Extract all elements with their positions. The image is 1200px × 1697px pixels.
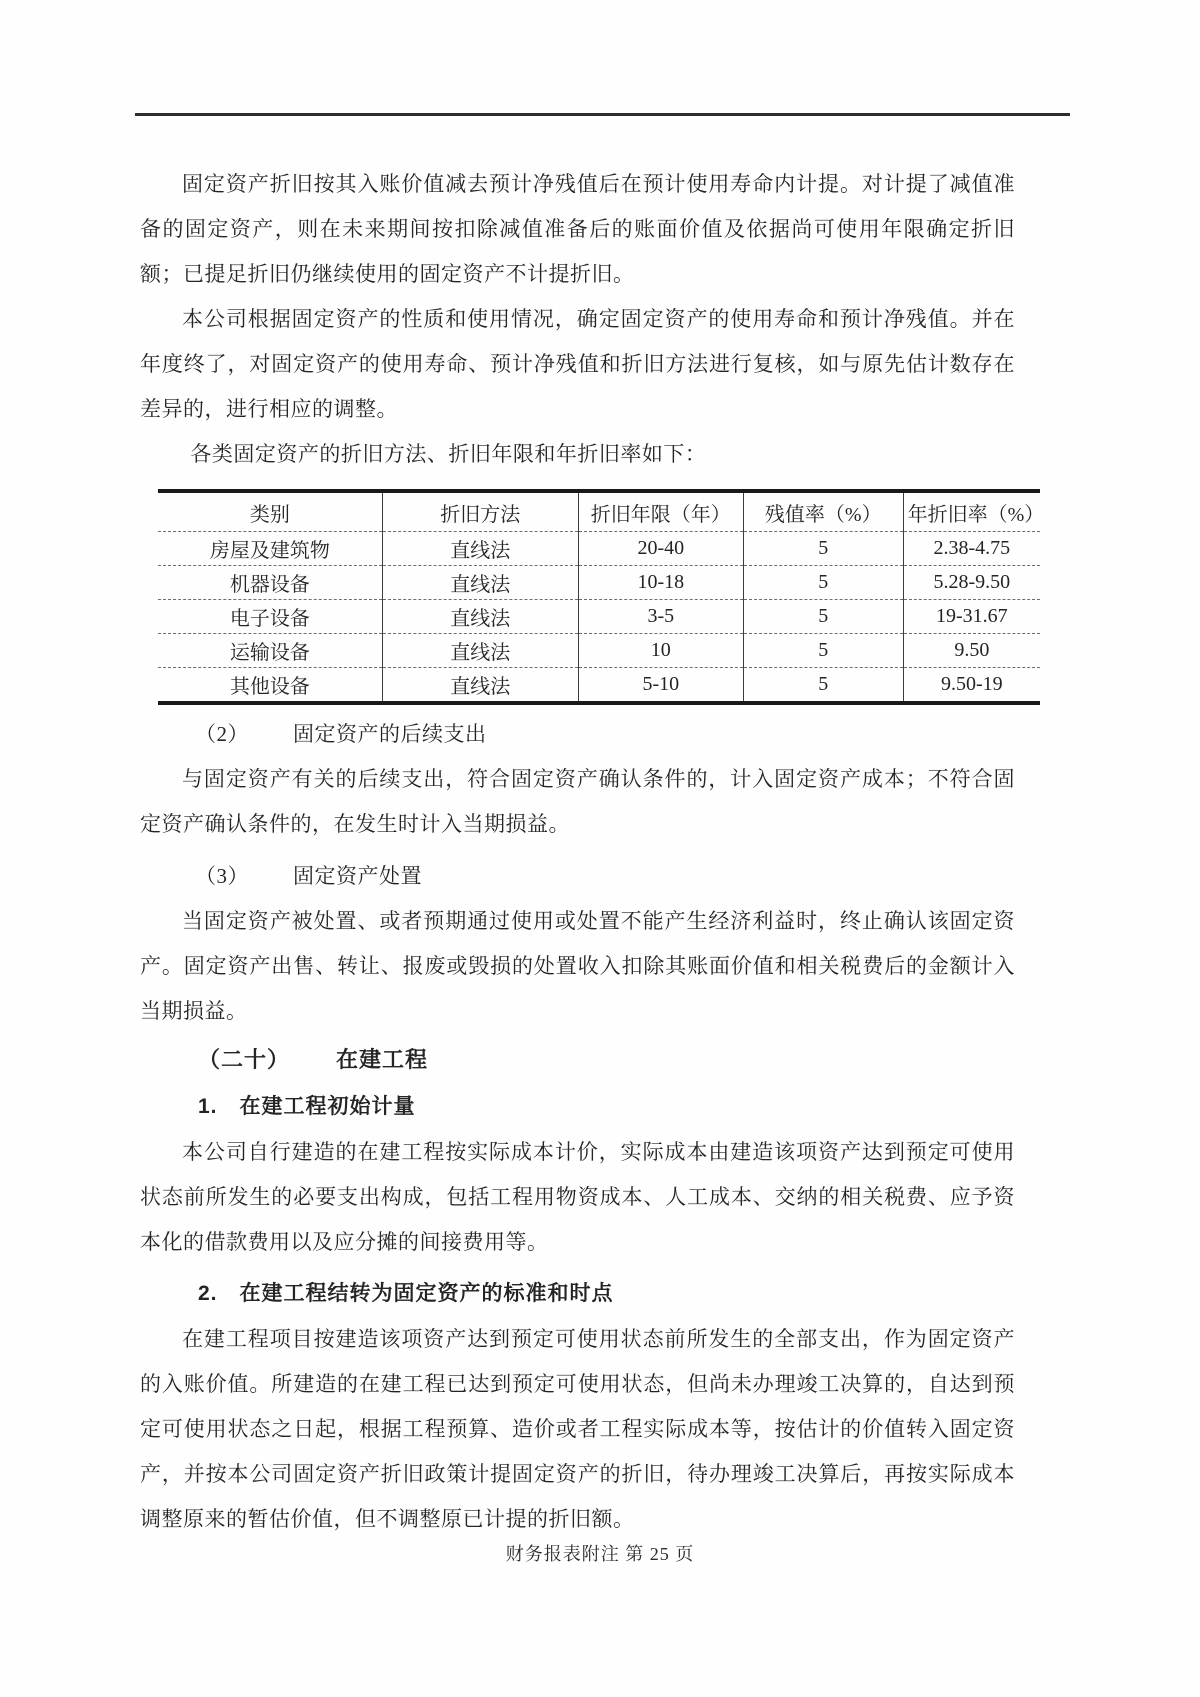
- cell-method: 直线法: [382, 600, 578, 634]
- cell-residual-rate: 5: [743, 634, 903, 668]
- header-rule: [135, 113, 1070, 116]
- table-header-years: 折旧年限（年）: [578, 491, 743, 532]
- table-header-annual-rate: 年折旧率（%）: [903, 491, 1040, 532]
- paragraph-useful-life-review: 本公司根据固定资产的性质和使用情况，确定固定资产的使用寿命和预计净残值。并在年度终了，对固定资产的使用寿命、预计净残值和折旧方法进行复核，如与原先估计数存在差异的，进行相应的调整。: [140, 307, 1015, 421]
- cell-residual-rate: 5: [743, 668, 903, 704]
- document-body: [140, 162, 1045, 1542]
- page-footer: 财务报表附注 第 25 页: [505, 1544, 695, 1564]
- cell-residual-rate: 5: [743, 600, 903, 634]
- cell-residual-rate: 5: [743, 532, 903, 566]
- cell-annual-rate: 9.50-19: [903, 668, 1040, 704]
- depreciation-table: [158, 489, 1045, 705]
- heading-cip-initial-measurement: [140, 1092, 1015, 1122]
- paragraph-depreciation-policy: 固定资产折旧按其入账价值减去预计净残值后在预计使用寿命内计提。对计提了减值准备的固定资产，则在未来期间按扣除减值准备后的账面价值及依据尚可使用年限确定折旧额；已提足折旧仍继续使用的固定资产不计提折旧。: [140, 172, 1015, 286]
- cell-years: 3-5: [578, 600, 743, 634]
- cell-years: 20-40: [578, 532, 743, 566]
- cell-method: 直线法: [382, 668, 578, 704]
- table-row: [158, 634, 1040, 668]
- heading-title: 在建工程结转为固定资产的标准和时点: [239, 1282, 614, 1305]
- heading-subsequent-expenditure: [140, 719, 1015, 749]
- heading-title: 在建工程: [336, 1047, 429, 1072]
- heading-number: 2.: [198, 1282, 218, 1305]
- cell-method: 直线法: [382, 532, 578, 566]
- heading-number: 1.: [198, 1095, 218, 1118]
- table-row: [158, 600, 1040, 634]
- table-header-method: 折旧方法: [382, 491, 578, 532]
- heading-number: （2）: [195, 722, 249, 746]
- cell-category: 机器设备: [158, 566, 382, 600]
- paragraph-disposal: 当固定资产被处置、或者预期通过使用或处置不能产生经济利益时，终止确认该固定资产。固定资产出售、转让、报废或毁损的处置收入扣除其账面价值和相关税费后的金额计入当期损益。: [140, 909, 1015, 1023]
- cell-residual-rate: 5: [743, 566, 903, 600]
- table-header-category: 类别: [158, 491, 382, 532]
- table-row: [158, 566, 1040, 600]
- heading-number: （二十）: [198, 1047, 291, 1072]
- cell-category: 房屋及建筑物: [158, 532, 382, 566]
- cell-method: 直线法: [382, 566, 578, 600]
- cell-years: 10-18: [578, 566, 743, 600]
- heading-section-20-construction-in-progress: [140, 1042, 1015, 1078]
- cell-annual-rate: 5.28-9.50: [903, 566, 1040, 600]
- cell-method: 直线法: [382, 634, 578, 668]
- paragraph-cip-transfer: 在建工程项目按建造该项资产达到预定可使用状态前所发生的全部支出，作为固定资产的入账价值。所建造的在建工程已达到预定可使用状态，但尚未办理竣工决算的，自达到预定可使用状态之日起，根据工程预算、造价或者工程实际成本等，按估计的价值转入固定资产，并按本公司固定资产折旧政策计提固定资产的折旧，待办理竣工决算后，再按实际成本调整原来的暂估价值，但不调整原已计提的折旧额。: [140, 1327, 1015, 1531]
- paragraph-subsequent-expenditure: 与固定资产有关的后续支出，符合固定资产确认条件的，计入固定资产成本；不符合固定资产确认条件的，在发生时计入当期损益。: [140, 767, 1015, 836]
- heading-title: 固定资产的后续支出: [293, 722, 487, 746]
- paragraph-cip-initial: 本公司自行建造的在建工程按实际成本计价，实际成本由建造该项资产达到预定可使用状态前所发生的必要支出构成，包括工程用物资成本、人工成本、交纳的相关税费、应予资本化的借款费用以及应分摊的间接费用等。: [140, 1140, 1015, 1254]
- cell-years: 10: [578, 634, 743, 668]
- heading-title: 在建工程初始计量: [239, 1095, 416, 1118]
- heading-title: 固定资产处置: [293, 864, 422, 888]
- table-row: [158, 532, 1040, 566]
- table-row: [158, 668, 1040, 704]
- cell-category: 运输设备: [158, 634, 382, 668]
- cell-category: 电子设备: [158, 600, 382, 634]
- heading-number: （3）: [195, 864, 249, 888]
- heading-cip-transfer-criteria: [140, 1279, 1015, 1309]
- cell-annual-rate: 19-31.67: [903, 600, 1040, 634]
- cell-category: 其他设备: [229, 676, 310, 698]
- cell-annual-rate: 2.38-4.75: [903, 532, 1040, 566]
- cell-years: 5-10: [578, 668, 743, 704]
- table-header-row: [158, 491, 1040, 532]
- table-intro-line: 各类固定资产的折旧方法、折旧年限和年折旧率如下：: [190, 442, 707, 466]
- table-header-residual-rate: 残值率（%）: [743, 491, 903, 532]
- cell-annual-rate: 9.50: [903, 634, 1040, 668]
- heading-disposal: [140, 861, 1015, 891]
